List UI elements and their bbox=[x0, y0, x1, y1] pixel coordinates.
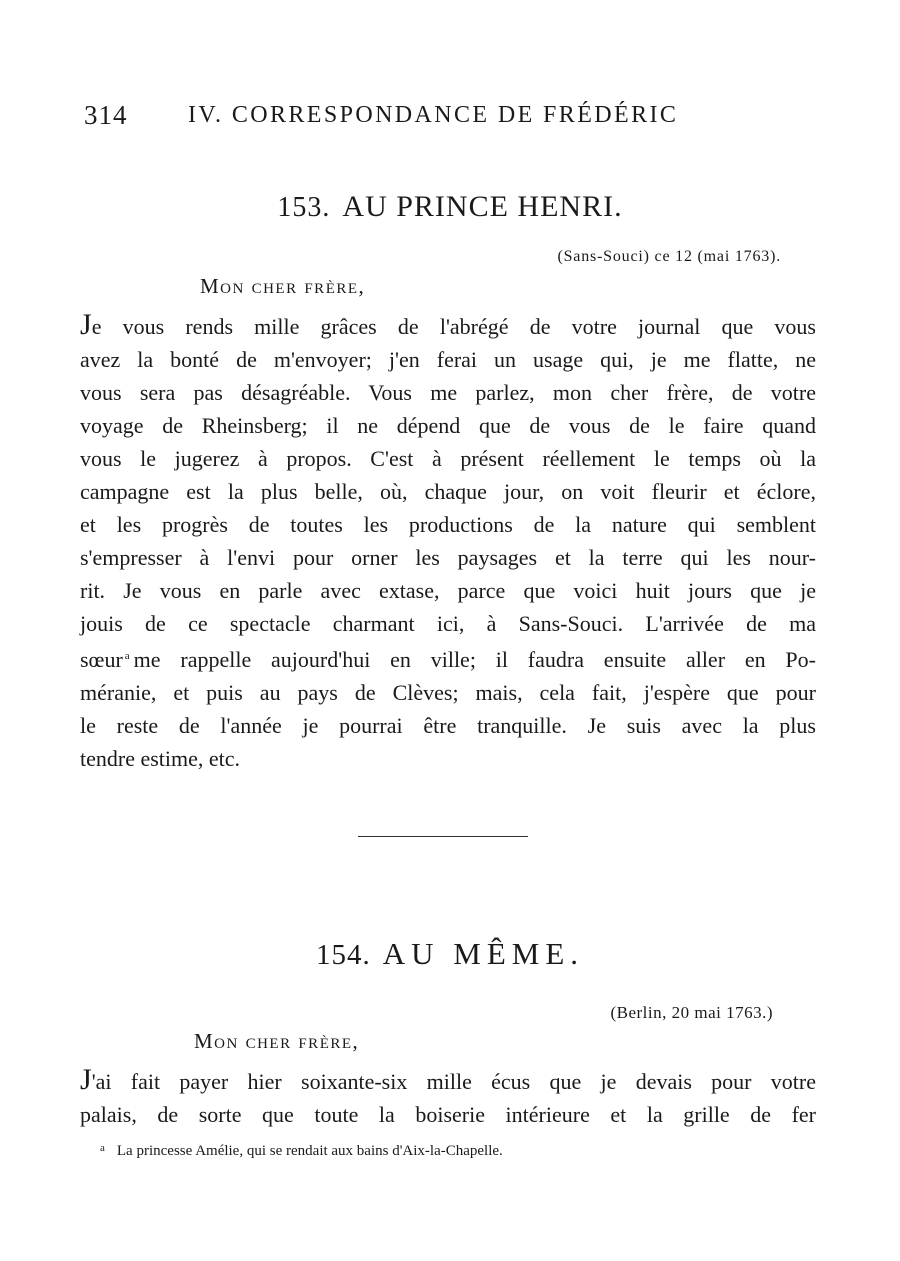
body-line: J'ai fait payer hier soixante-six mille écus que je devais pour votre bbox=[80, 1063, 816, 1096]
body-line: rit. Je vous en parle avec extase, parce que voici huit jours que je bbox=[80, 578, 816, 603]
footnote-mark: a bbox=[100, 1142, 105, 1154]
drop-initial: J bbox=[80, 308, 92, 341]
letter-body bbox=[80, 1065, 816, 1131]
body-line: sœur $^a$ me rappelle aujourd'hui en ville; il faudra ensuite aller en Po- bbox=[80, 647, 816, 672]
drop-initial: J bbox=[80, 1063, 92, 1096]
letter-body bbox=[80, 310, 816, 775]
page-number: 314 bbox=[84, 100, 128, 130]
body-line: avez la bonté de m'envoyer; j'en ferai un usage qui, je me flatte, ne bbox=[80, 347, 816, 372]
body-line: et les progrès de toutes les productions de la nature qui semblent bbox=[80, 512, 816, 537]
section-separator bbox=[358, 836, 528, 837]
body-line: Je vous rends mille grâces de l'abrégé de votre journal que vous bbox=[80, 308, 816, 341]
body-line: jouis de ce spectacle charmant ici, à Sans-Souci. L'arrivée de ma bbox=[80, 611, 816, 636]
letter-addressee: AU PRINCE HENRI. bbox=[342, 190, 623, 223]
body-line: vous le jugerez à propos. C'est à présent réellement le temps où la bbox=[80, 446, 816, 471]
body-line: vous sera pas désagréable. Vous me parlez, mon cher frère, de votre bbox=[80, 380, 816, 405]
running-title: IV. CORRESPONDANCE DE FRÉDÉRIC bbox=[188, 102, 679, 128]
footnote-text: La princesse Amélie, qui se rendait aux bains d'Aix-la-Chapelle. bbox=[116, 1143, 503, 1159]
letter-addressee: AU MÊME. bbox=[382, 936, 585, 971]
body-line: campagne est la plus belle, où, chaque jour, on voit fleurir et éclore, bbox=[80, 479, 816, 504]
body-line: méranie, et puis au pays de Clèves; mais, cela fait, j'espère que pour bbox=[80, 680, 816, 705]
body-line: palais, de sorte que toute la boiserie intérieure et la grille de fer bbox=[80, 1102, 816, 1127]
letter-salutation: Mon cher frère, bbox=[200, 274, 366, 298]
footnote bbox=[100, 1142, 503, 1160]
letter-number: 154. bbox=[315, 939, 371, 971]
letter-dateline: (Berlin, 20 mai 1763.) bbox=[610, 1003, 773, 1022]
body-line: tendre estime, etc. bbox=[80, 746, 241, 771]
letter-dateline: (Sans-Souci) ce 12 (mai 1763). bbox=[557, 248, 781, 265]
letter-salutation: Mon cher frère, bbox=[194, 1029, 360, 1053]
body-line: s'empresser à l'envi pour orner les paysages et la terre qui les nour- bbox=[80, 545, 816, 570]
letter-heading bbox=[0, 936, 900, 972]
letter-heading bbox=[0, 190, 900, 224]
body-line: voyage de Rheinsberg; il ne dépend que de vous de le faire quand bbox=[80, 413, 816, 438]
footnote-reference: a bbox=[124, 650, 130, 662]
letter-number: 153. bbox=[277, 192, 331, 223]
running-head bbox=[84, 100, 824, 140]
body-line: le reste de l'année je pourrai être tranquille. Je suis avec la plus bbox=[80, 713, 816, 738]
